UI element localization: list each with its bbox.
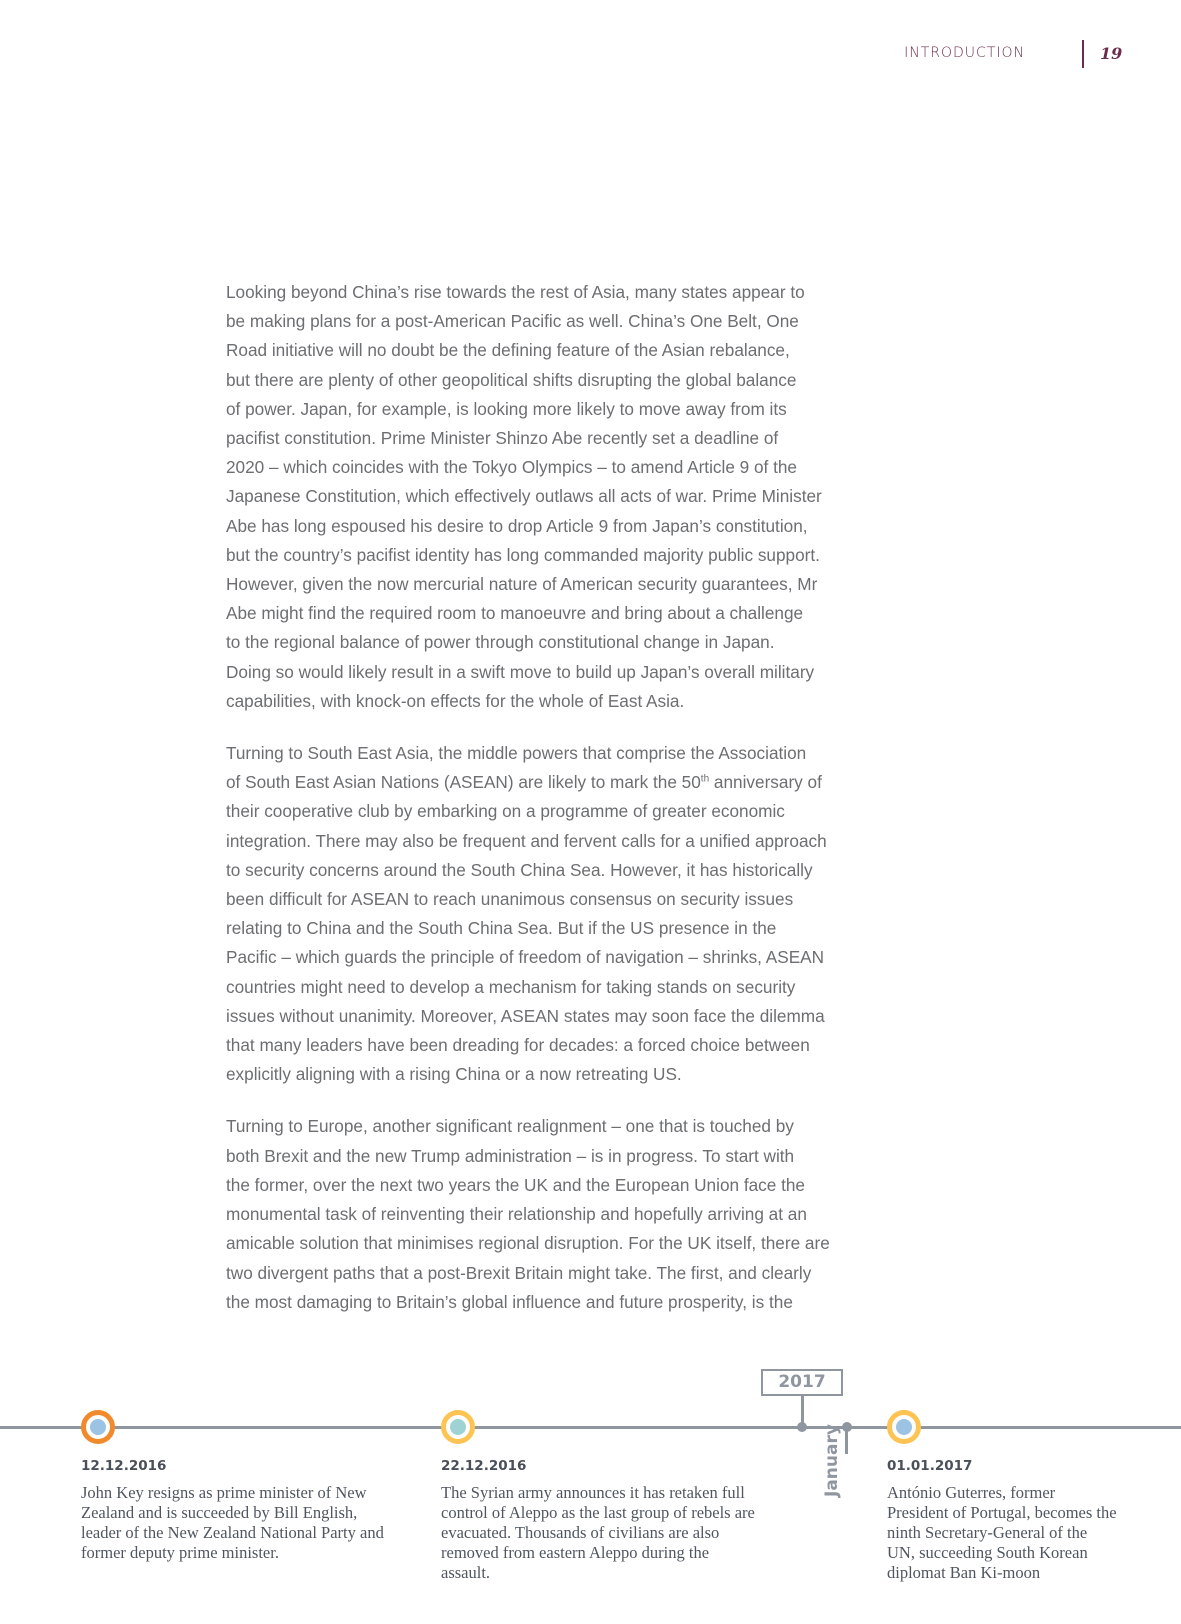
- timeline-event: [441, 1458, 761, 1583]
- section-title: INTRODUCTION: [904, 45, 1025, 61]
- event-marker-icon: [887, 1410, 921, 1444]
- text-line: be making plans for a post-American Pacific as well. China’s One Belt, One: [226, 311, 799, 332]
- text-line: countries might need to develop a mechanism for taking stands on security: [226, 976, 796, 997]
- event-description: António Guterres, former President of Portugal, becomes the ninth Secretary-General of the UN, succeeding South Korean diplomat Ban Ki-moon: [887, 1483, 1117, 1582]
- text-line: Abe has long espoused his desire to drop Article 9 from Japan’s constitution,: [226, 515, 808, 536]
- text-line: two divergent paths that a post-Brexit Britain might take. The first, and clearly: [226, 1262, 812, 1283]
- text-line: However, given the now mercurial nature of American security guarantees, Mr: [226, 574, 818, 595]
- text-line: [226, 768, 966, 797]
- text-line: both Brexit and the new Trump administration – is in progress. To start with: [226, 1145, 795, 1166]
- event-description: John Key resigns as prime minister of New Zealand and is succeeded by Bill English, leader of the New Zealand National Party and former deputy prime minister.: [81, 1483, 384, 1562]
- text-segment: anniversary of: [709, 772, 822, 793]
- timeline-event: [887, 1458, 1117, 1583]
- event-description: The Syrian army announces it has retaken full control of Aleppo as the last group of rebels are evacuated. Thousands of civilians are also removed from eastern Aleppo during the assault.: [441, 1483, 755, 1582]
- text-line: Turning to South East Asia, the middle powers that comprise the Association: [226, 743, 807, 764]
- text-line: the most damaging to Britain’s global influence and future prosperity, is the: [226, 1291, 793, 1312]
- text-line: that many leaders have been dreading for decades: a forced choice between: [226, 1035, 810, 1056]
- paragraph-2: [226, 739, 966, 1089]
- text-line: of power. Japan, for example, is looking more likely to move away from its: [226, 398, 787, 419]
- text-line: Looking beyond China’s rise towards the rest of Asia, many states appear to: [226, 282, 805, 302]
- text-line: pacifist constitution. Prime Minister Shinzo Abe recently set a deadline of: [226, 428, 779, 449]
- text-line: Abe might find the required room to manoeuvre and bring about a challenge: [226, 603, 804, 624]
- text-line: to the regional balance of power through constitutional change in Japan.: [226, 632, 775, 653]
- text-line: Japanese Constitution, which effectively outlaws all acts of war. Prime Minister: [226, 486, 822, 507]
- paragraph-1: [226, 278, 966, 716]
- event-date: 12.12.2016: [81, 1458, 167, 1474]
- text-line: been difficult for ASEAN to reach unanimous consensus on security issues: [226, 889, 794, 910]
- page-number: 19: [1100, 44, 1123, 63]
- timeline-axis: [0, 1426, 1181, 1429]
- header-divider: [1082, 40, 1084, 68]
- text-line: relating to China and the South China Sea. But if the US presence in the: [226, 918, 777, 939]
- text-line: capabilities, with knock-on effects for the whole of East Asia.: [226, 690, 685, 711]
- text-line: Doing so would likely result in a swift move to build up Japan’s overall military: [226, 661, 815, 682]
- year-marker-dot: [797, 1422, 807, 1432]
- year-label: 2017: [761, 1369, 843, 1396]
- text-line: 2020 – which coincides with the Tokyo Olympics – to amend Article 9 of the: [226, 457, 797, 478]
- text-line: integration. There may also be frequent and fervent calls for a unified approach: [226, 830, 827, 851]
- text-line: monumental task of reinventing their relationship and hopefully arriving at an: [226, 1204, 807, 1225]
- text-line: the former, over the next two years the UK and the European Union face the: [226, 1174, 805, 1195]
- text-line: but the country’s pacifist identity has long commanded majority public support.: [226, 544, 820, 565]
- month-label: January: [822, 1424, 842, 1497]
- text-line: Pacific – which guards the principle of freedom of navigation – shrinks, ASEAN: [226, 947, 825, 968]
- paragraph-3: [226, 1112, 966, 1316]
- text-line: their cooperative club by embarking on a programme of greater economic: [226, 801, 785, 822]
- superscript: th: [700, 773, 710, 785]
- text-segment: of South East Asian Nations (ASEAN) are likely to mark the 50: [226, 772, 701, 793]
- text-line: to security concerns around the South China Sea. However, it has historically: [226, 859, 813, 880]
- event-marker-icon: [81, 1410, 115, 1444]
- event-date: 01.01.2017: [887, 1458, 973, 1474]
- month-stem: [845, 1428, 848, 1454]
- timeline-event: [81, 1458, 401, 1563]
- page-header: [0, 44, 1181, 70]
- text-line: Road initiative will no doubt be the defining feature of the Asian rebalance,: [226, 340, 790, 361]
- text-line: amicable solution that minimises regional disruption. For the UK itself, there are: [226, 1233, 830, 1254]
- text-line: but there are plenty of other geopolitical shifts disrupting the global balance: [226, 369, 797, 390]
- event-date: 22.12.2016: [441, 1458, 527, 1474]
- body-text: [226, 278, 966, 1340]
- event-marker-icon: [441, 1410, 475, 1444]
- text-line: explicitly aligning with a rising China or a now retreating US.: [226, 1064, 682, 1085]
- text-line: issues without unanimity. Moreover, ASEAN states may soon face the dilemma: [226, 1005, 825, 1026]
- text-line: Turning to Europe, another significant realignment – one that is touched by: [226, 1116, 794, 1137]
